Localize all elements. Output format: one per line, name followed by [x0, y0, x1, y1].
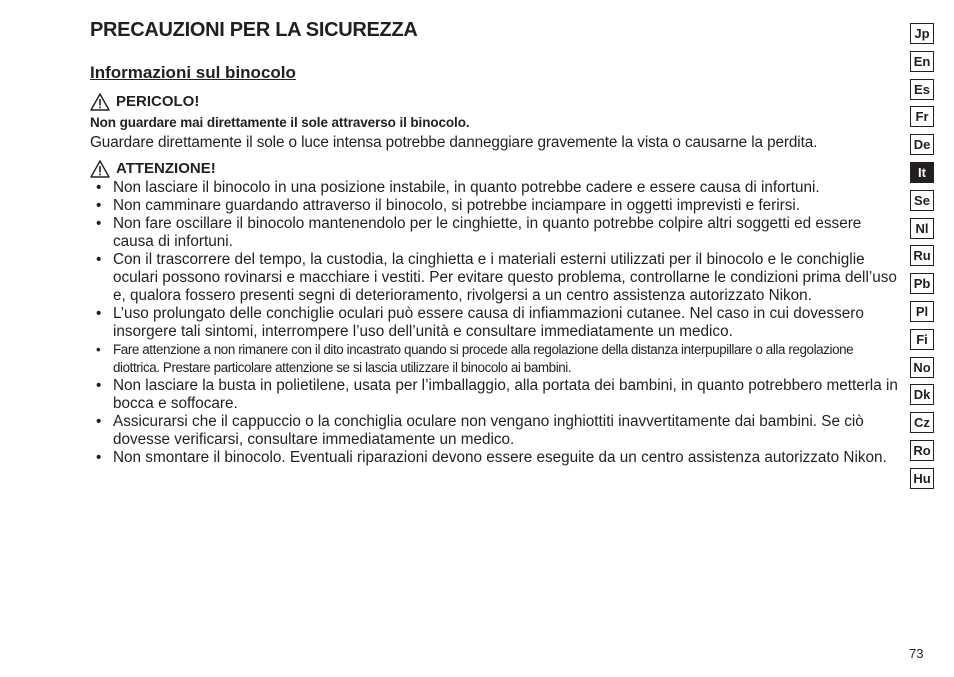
caution-list [90, 179, 900, 467]
caution-heading-label: ATTENZIONE! [116, 160, 216, 177]
danger-heading-label: PERICOLO! [116, 93, 200, 110]
list-item: • Fare attenzione a non rimanere con il dito incastrato quando si procede alla regolazione della distanza interpupillare o alla regolazione diottrica. Prestare particolare attenzione se si lascia utilizzare il binocolo ai bambini. [90, 341, 900, 377]
page-number: 73 [909, 646, 924, 661]
language-tab-de[interactable]: De [910, 134, 934, 155]
language-tab-nl[interactable]: Nl [910, 218, 934, 239]
list-item: • Non camminare guardando attraverso il binocolo, si potrebbe inciampare in oggetti imprevisti e ferirsi. [90, 197, 900, 215]
page-title: PRECAUZIONI PER LA SICUREZZA [90, 19, 418, 41]
language-tab-jp[interactable]: Jp [910, 23, 934, 44]
section-title: Informazioni sul binocolo [90, 63, 296, 82]
list-item: • Non lasciare la busta in polietilene, usata per l’imballaggio, alla portata dei bambini, in quanto potrebbero metterla in bocca e soffocare. [90, 377, 900, 413]
caution-heading [90, 159, 900, 179]
language-tab-no[interactable]: No [910, 357, 934, 378]
language-tab-pl[interactable]: Pl [910, 301, 934, 322]
language-tab-pb[interactable]: Pb [910, 273, 934, 294]
warning-triangle-icon [90, 160, 110, 178]
language-tab-cz[interactable]: Cz [910, 412, 934, 433]
list-item: • Non fare oscillare il binocolo mantenendolo per le cinghiette, in quanto potrebbe colpire altri soggetti ed essere causa di infortuni. [90, 215, 900, 251]
language-tab-hu[interactable]: Hu [910, 468, 934, 489]
list-item: • Con il trascorrere del tempo, la custodia, la cinghietta e i materiali esterni utilizzati per il binocolo e le conchiglie oculari possono rovinarsi e macchiare i vestiti. Per evitare questo problema, controllarne le condizioni prima dell’uso e, qualora fossero presenti segni di deterioramento, rivolgersi a un centro assistenza autorizzato Nikon. [90, 251, 900, 305]
language-tab-fi[interactable]: Fi [910, 329, 934, 350]
language-tab-ro[interactable]: Ro [910, 440, 934, 461]
language-tabs [910, 23, 936, 496]
language-tab-es[interactable]: Es [910, 79, 934, 100]
danger-lead: Non guardare mai direttamente il sole attraverso il binocolo. [90, 115, 470, 130]
list-item: • Non smontare il binocolo. Eventuali riparazioni devono essere eseguite da un centro assistenza autorizzato Nikon. [90, 449, 900, 467]
language-tab-dk[interactable]: Dk [910, 384, 934, 405]
list-item: • Assicurarsi che il cappuccio o la conchiglia oculare non vengano inghiottiti inavvertitamente dai bambini. Se ciò dovesse verificarsi, consultare immediatamente un medico. [90, 413, 900, 449]
content [90, 92, 900, 467]
danger-block [90, 92, 900, 152]
language-tab-it[interactable]: It [910, 162, 934, 183]
danger-text: Guardare direttamente il sole o luce intensa potrebbe danneggiare gravemente la vista o causarne la perdita. [90, 134, 818, 151]
danger-heading [90, 92, 900, 112]
warning-triangle-icon [90, 93, 110, 111]
caution-block [90, 159, 900, 467]
language-tab-ru[interactable]: Ru [910, 245, 934, 266]
language-tab-se[interactable]: Se [910, 190, 934, 211]
list-item: • L’uso prolungato delle conchiglie oculari può essere causa di infiammazioni cutanee. Nel caso in cui dovessero insorgere tali sintomi, interrompere l’uso dell’unità e consultare immediatamente un medico. [90, 305, 900, 341]
language-tab-en[interactable]: En [910, 51, 934, 72]
list-item: • Non lasciare il binocolo in una posizione instabile, in quanto potrebbe cadere e essere causa di infortuni. [90, 179, 900, 197]
language-tab-fr[interactable]: Fr [910, 106, 934, 127]
